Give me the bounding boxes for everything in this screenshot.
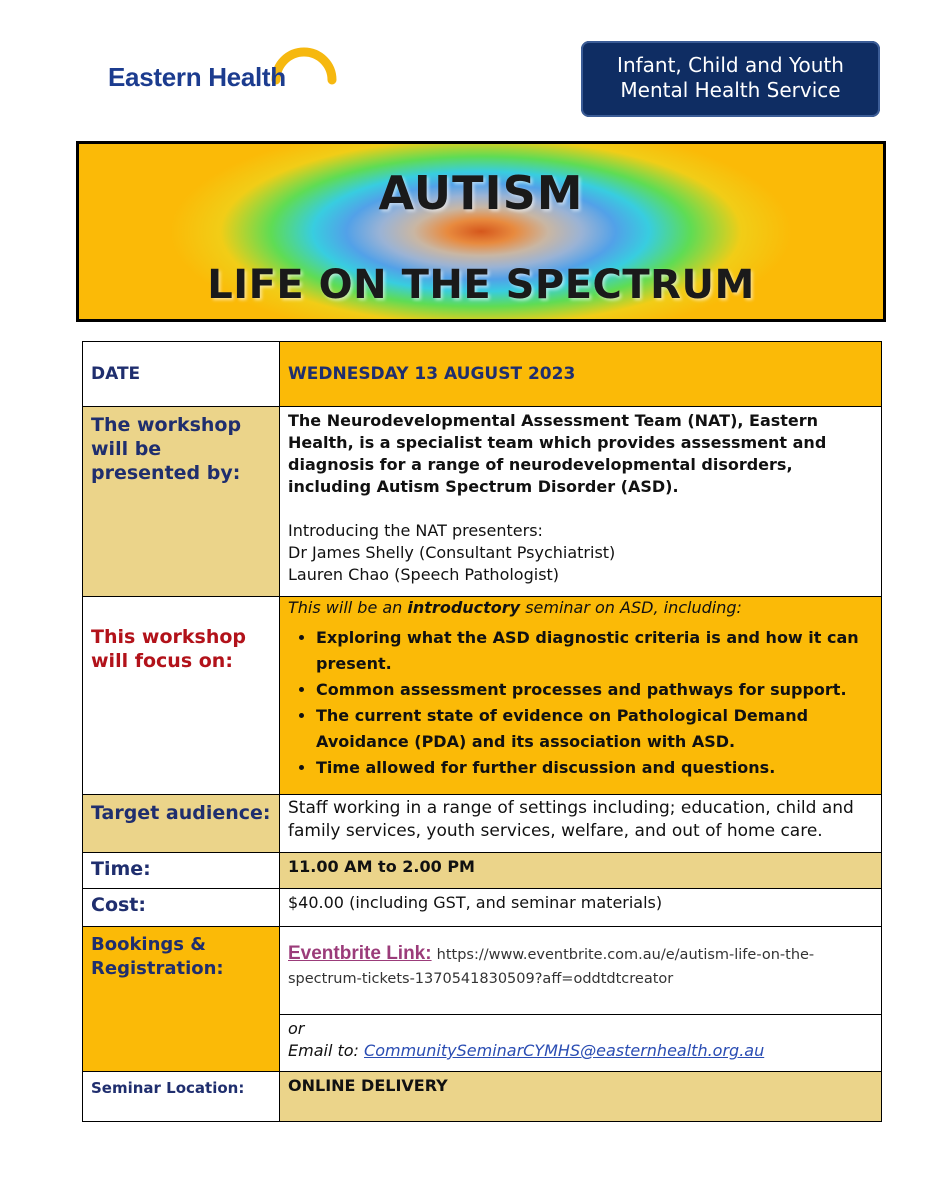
service-name-box: [581, 41, 880, 117]
presented-by-label-cell: [83, 407, 280, 597]
date-value-cell: [280, 342, 882, 407]
date-label: DATE: [91, 364, 141, 384]
focus-label-text: This workshop will focus on: [91, 626, 247, 672]
time-label-cell: [83, 853, 280, 889]
presenters-intro: Introducing the NAT presenters:: [288, 521, 543, 540]
row-audience: [83, 795, 882, 853]
presented-by-value-cell: [280, 407, 882, 597]
time-value-cell: [280, 853, 882, 889]
focus-item: • Time allowed for further discussion and questions.: [316, 755, 873, 781]
location-value: ONLINE DELIVERY: [288, 1076, 448, 1095]
eventbrite-link-url[interactable]: https://www.eventbrite.com.au/e/autism-life-on-the-spectrum-tickets-1370541830509?aff=oddtdtcreator: [288, 947, 815, 987]
or-text: or: [288, 1019, 305, 1038]
email-cell: [280, 1015, 882, 1072]
row-bookings: [83, 927, 882, 1015]
row-focus: [83, 597, 882, 795]
focus-intro-after: seminar on ASD, including:: [520, 598, 742, 617]
focus-list: [288, 625, 873, 781]
cost-value: $40.00 (including GST, and seminar materials): [288, 893, 663, 912]
location-label-cell: [83, 1072, 280, 1122]
row-location: [83, 1072, 882, 1122]
eventbrite-cell: [280, 927, 882, 1015]
nat-description: The Neurodevelopmental Assessment Team (NAT), Eastern Health, is a specialist team which provides assessment and diagnosis for a range of neurodevelopmental disorders, including Autism Spectrum Disorder (ASD).: [288, 411, 827, 496]
time-value: 11.00 AM to 2.00 PM: [288, 857, 475, 876]
row-presented-by: [83, 407, 882, 597]
time-label: Time:: [91, 858, 151, 880]
location-label: Seminar Location:: [91, 1079, 245, 1097]
eventbrite-link-label[interactable]: Eventbrite Link:: [288, 943, 432, 964]
email-link[interactable]: CommunitySeminarCYMHS@easternhealth.org.au: [364, 1041, 765, 1060]
audience-value-cell: [280, 795, 882, 853]
row-time: [83, 853, 882, 889]
bookings-label: Bookings & Registration:: [91, 934, 224, 979]
workshop-info-table: [82, 341, 882, 1122]
banner-title-spectrum: LIFE ON THE SPECTRUM: [207, 262, 755, 308]
location-value-cell: [280, 1072, 882, 1122]
email-label: Email to:: [288, 1041, 365, 1060]
eastern-health-logo: [108, 42, 338, 102]
focus-intro: [288, 597, 873, 619]
bookings-label-cell: [83, 927, 280, 1072]
audience-value: Staff working in a range of settings including; education, child and family services, youth services, welfare, and out of home care.: [288, 798, 854, 841]
focus-item: • The current state of evidence on Pathological Demand Avoidance (PDA) and its association with ASD.: [316, 703, 873, 755]
service-line-1: Infant, Child and Youth: [617, 53, 844, 77]
focus-value-cell: [280, 597, 882, 795]
cost-label-cell: [83, 889, 280, 927]
title-banner: [76, 141, 886, 322]
presented-by-label: The workshop will be presented by:: [91, 414, 242, 484]
cost-value-cell: [280, 889, 882, 927]
focus-label: [83, 597, 279, 673]
audience-label: Target audience:: [91, 802, 271, 824]
focus-item: • Exploring what the ASD diagnostic criteria is and how it can present.: [316, 625, 873, 677]
focus-label-cell: [83, 597, 280, 795]
audience-label-cell: [83, 795, 280, 853]
row-date: [83, 342, 882, 407]
focus-intro-before: This will be an: [288, 598, 408, 617]
email-line: [288, 1040, 873, 1062]
date-value: WEDNESDAY 13 AUGUST 2023: [288, 364, 576, 384]
row-cost: [83, 889, 882, 927]
presenter-2: Lauren Chao (Speech Pathologist): [288, 565, 560, 584]
date-label-cell: [83, 342, 280, 407]
presenter-1: Dr James Shelly (Consultant Psychiatrist): [288, 543, 616, 562]
focus-intro-emphasis: introductory: [407, 598, 521, 617]
logo-text: Eastern Health: [108, 62, 286, 92]
cost-label: Cost:: [91, 894, 146, 916]
focus-label-colon: :: [225, 650, 233, 672]
banner-title-autism: AUTISM: [378, 166, 584, 220]
focus-item: • Common assessment processes and pathways for support.: [316, 677, 873, 703]
service-line-2: Mental Health Service: [620, 78, 841, 102]
